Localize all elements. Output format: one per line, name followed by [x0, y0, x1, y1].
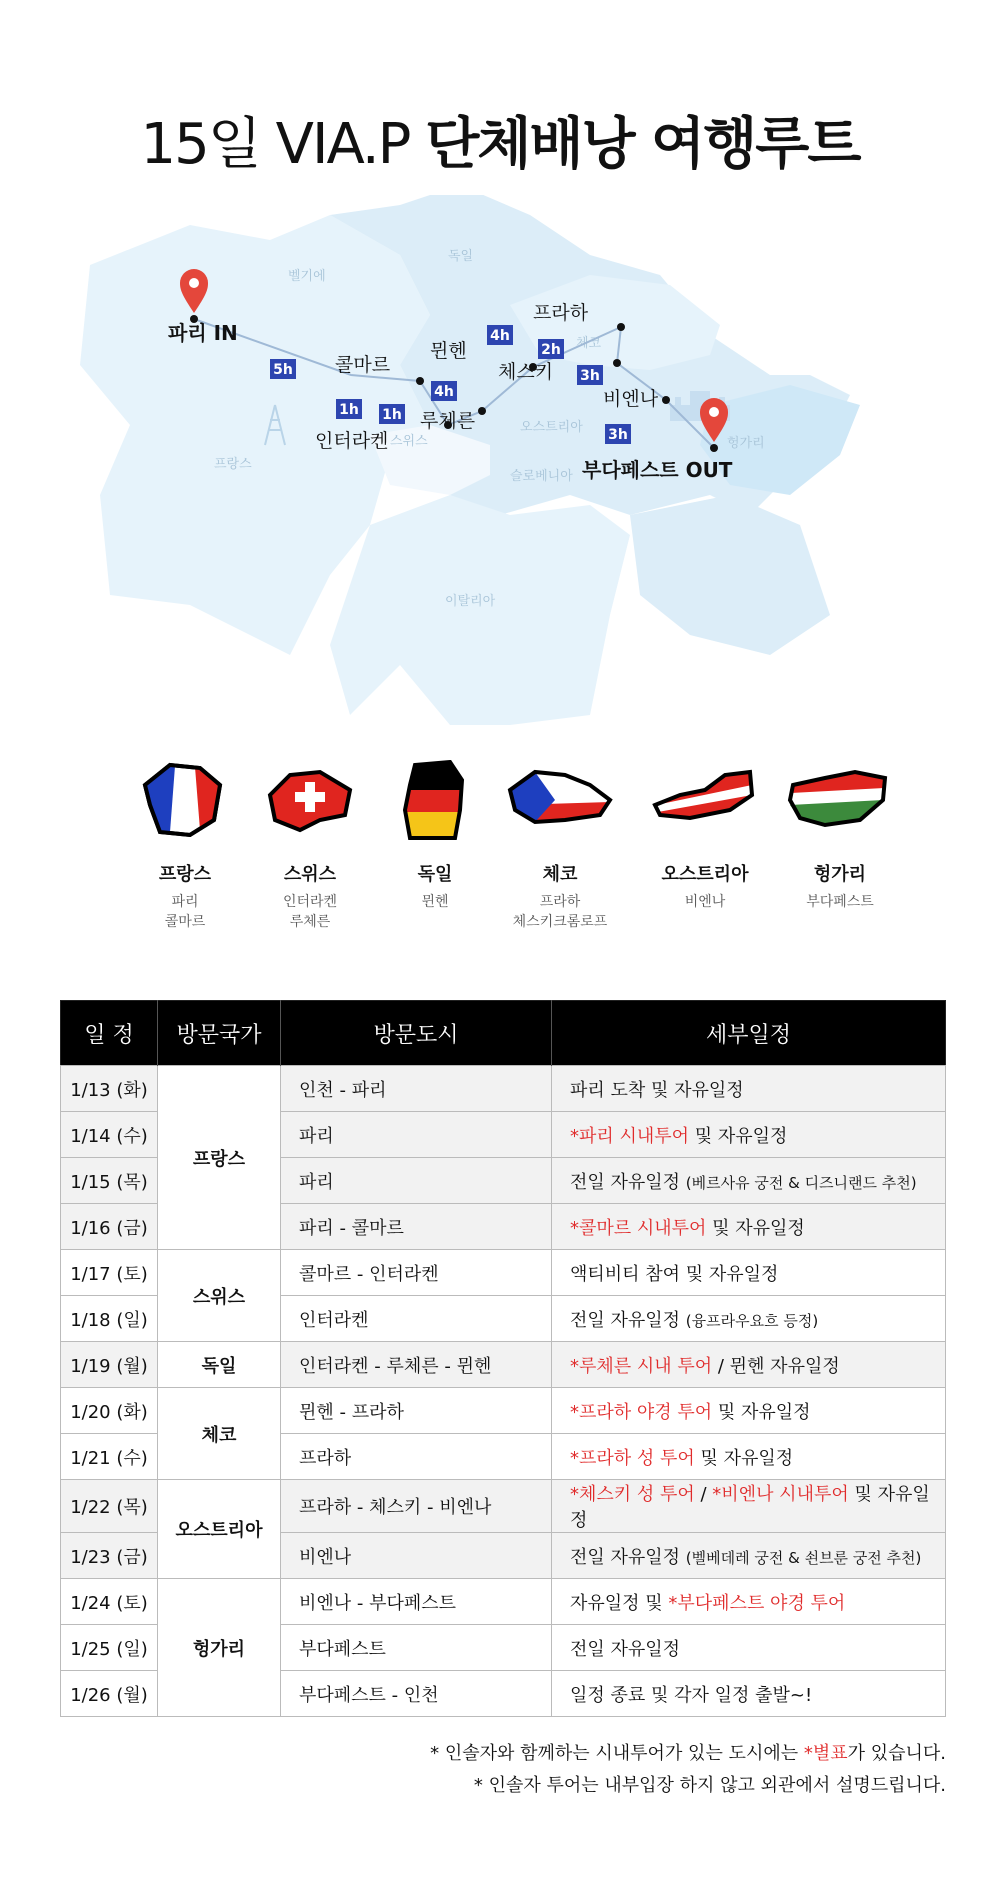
map-country-italy: 이탈리아: [445, 594, 496, 609]
svg-text:3h: 3h: [608, 427, 628, 443]
city-label-budapest: 부다페스트 OUT: [582, 458, 733, 482]
schedule-detail: [552, 1671, 946, 1717]
city-label-vienna: 비엔나: [603, 388, 659, 410]
detail-post: 전일 자유일정: [570, 1171, 686, 1193]
schedule-detail: [552, 1066, 946, 1112]
schedule-cities: 파리: [281, 1158, 552, 1204]
duration-badge-munich-prague: [487, 325, 513, 345]
schedule-date: 1/26 (월): [61, 1671, 158, 1717]
detail-hl2: *비엔나 시내투어: [712, 1484, 849, 1505]
header-detail: 세부일정: [552, 1001, 946, 1066]
detail-pre: 자유일정 및: [570, 1592, 669, 1614]
detail-hl: *파리 시내투어: [570, 1125, 690, 1147]
land-balkan: [630, 495, 830, 655]
flag-card-czech: [485, 760, 635, 932]
schedule-country: 스위스: [158, 1250, 281, 1342]
svg-text:5h: 5h: [273, 362, 293, 378]
map-country-belgium: 벨기에: [288, 269, 326, 284]
duration-badge-prague-cesky: [538, 339, 564, 359]
flag-country-name: 독일: [417, 864, 453, 885]
header-country: 방문국가: [158, 1001, 281, 1066]
duration-badge-vienna-budapest: [605, 424, 631, 444]
map-country-slovenia: 슬로베니아: [510, 469, 573, 484]
title-light: 15일 VIA.P: [140, 112, 426, 177]
detail-post: 및 자유일정: [689, 1125, 788, 1147]
city-label-lucerne: 루체른: [420, 410, 476, 432]
city-label-prague: 프라하: [533, 302, 589, 324]
schedule-row: [61, 1250, 946, 1296]
hungary-flag-map-icon: [785, 760, 895, 840]
duration-badge-paris-colmar: [270, 359, 296, 379]
schedule-date: 1/17 (토): [61, 1250, 158, 1296]
schedule-date: 1/15 (목): [61, 1158, 158, 1204]
flag-card-hungary: [765, 760, 915, 912]
page-title: [0, 100, 1000, 180]
schedule-detail: [552, 1158, 946, 1204]
header-date: 일 정: [61, 1001, 158, 1066]
austria-flag-map-icon: [650, 760, 760, 840]
schedule-country: 프랑스: [158, 1066, 281, 1250]
detail-post: 및 자유일정: [694, 1447, 794, 1469]
flag-country-cities: 파리 콜마르: [164, 894, 206, 930]
schedule-detail: [552, 1480, 946, 1533]
flag-country-cities: 비엔나: [684, 894, 726, 910]
detail-mid: /: [694, 1484, 713, 1505]
schedule-date: 1/24 (토): [61, 1579, 158, 1625]
duration-badge-lucerne-munich: [431, 381, 457, 401]
detail-post: 및 자유일정: [712, 1401, 811, 1423]
city-label-paris: 파리 IN: [168, 321, 238, 345]
city-label-interlaken: 인터라켄: [315, 430, 389, 452]
detail-small: (융프라우요흐 등정): [685, 1311, 819, 1330]
schedule-row: [61, 1480, 946, 1533]
schedule-header-row: [61, 1001, 946, 1066]
duration-badge-colmar-interlaken: [336, 399, 362, 419]
schedule-date: 1/13 (화): [61, 1066, 158, 1112]
detail-small: (베르사유 궁전 & 디즈니랜드 추천): [685, 1173, 917, 1192]
germany-flag-map-icon: [390, 760, 480, 840]
schedule-cities: 비엔나 - 부다페스트: [281, 1579, 552, 1625]
detail-post: 일정 종료 및 각자 일정 출발~!: [570, 1684, 813, 1706]
schedule-cities: 부다페스트 - 인천: [281, 1671, 552, 1717]
flag-country-name: 체코: [542, 864, 578, 885]
detail-post: 전일 자유일정: [570, 1309, 686, 1331]
detail-hl: *콜마르 시내투어: [570, 1217, 707, 1239]
schedule-detail: [552, 1112, 946, 1158]
schedule-cities: 인천 - 파리: [281, 1066, 552, 1112]
land-south: [330, 495, 630, 725]
city-label-colmar: 콜마르: [335, 354, 391, 376]
schedule-cities: 프라하 - 체스키 - 비엔나: [281, 1480, 552, 1533]
flag-country-cities: 부다페스트: [806, 894, 874, 910]
schedule-cities: 인터라켄 - 루체른 - 뮌헨: [281, 1342, 552, 1388]
footnote-2: * 인솔자 투어는 내부입장 하지 않고 외관에서 설명드립니다.: [473, 1775, 946, 1796]
schedule-country: 헝가리: [158, 1579, 281, 1717]
svg-text:1h: 1h: [382, 407, 402, 423]
flag-country-name: 프랑스: [158, 864, 212, 885]
flag-country-cities: 인터라켄 루체른: [282, 894, 338, 930]
schedule-country: 오스트리아: [158, 1480, 281, 1579]
swiss-flag-map-icon: [265, 760, 355, 840]
detail-post: 전일 자유일정: [570, 1546, 686, 1568]
svg-text:4h: 4h: [434, 384, 454, 400]
detail-post: 액티비티 참여 및 자유일정: [570, 1263, 779, 1285]
detail-hl: *루체른 시내 투어: [570, 1355, 713, 1377]
schedule-date: 1/22 (목): [61, 1480, 158, 1533]
schedule-date: 1/19 (월): [61, 1342, 158, 1388]
schedule-detail: [552, 1388, 946, 1434]
schedule-cities: 비엔나: [281, 1533, 552, 1579]
schedule-row: [61, 1388, 946, 1434]
schedule-row: [61, 1579, 946, 1625]
map-country-france: 프랑스: [214, 457, 252, 472]
map-country-czech: 체코: [576, 336, 602, 351]
detail-hl: *프라하 야경 투어: [570, 1401, 713, 1423]
schedule-detail: [552, 1204, 946, 1250]
footnote-1: * 인솔자와 함께하는 시내투어가 있는 도시에는 *별표가 있습니다.: [430, 1743, 946, 1764]
schedule-cities: 뮌헨 - 프라하: [281, 1388, 552, 1434]
schedule-date: 1/18 (일): [61, 1296, 158, 1342]
detail-hl: *체스키 성 투어: [570, 1484, 695, 1505]
flag-country-cities: 프라하 체스키크롬로프: [512, 894, 608, 930]
map-country-swiss: 스위스: [390, 434, 428, 449]
schedule-country: 독일: [158, 1342, 281, 1388]
czech-flag-map-icon: [505, 760, 615, 840]
schedule-body: [61, 1066, 946, 1717]
detail-post: / 뮌헨 자유일정: [712, 1355, 840, 1377]
schedule-row: [61, 1066, 946, 1112]
map-country-germany: 독일: [448, 249, 474, 264]
duration-badge-cesky-vienna: [577, 365, 603, 385]
header-cities: 방문도시: [281, 1001, 552, 1066]
duration-badge-interlaken-lucerne: [379, 404, 405, 424]
flag-card-austria: [630, 760, 780, 912]
schedule-detail: [552, 1296, 946, 1342]
detail-post: 및 자유일정: [570, 1484, 930, 1531]
country-flags: [110, 760, 910, 940]
schedule-date: 1/21 (수): [61, 1434, 158, 1480]
schedule-detail: [552, 1250, 946, 1296]
schedule-detail: [552, 1579, 946, 1625]
detail-hl: *부다페스트 야경 투어: [668, 1592, 846, 1614]
schedule-cities: 인터라켄: [281, 1296, 552, 1342]
schedule-date: 1/23 (금): [61, 1533, 158, 1579]
svg-text:2h: 2h: [541, 342, 561, 358]
map-country-hungary: 헝가리: [727, 436, 765, 451]
svg-text:1h: 1h: [339, 402, 359, 418]
flag-country-name: 헝가리: [813, 864, 867, 885]
schedule-date: 1/25 (일): [61, 1625, 158, 1671]
route-map: [70, 195, 940, 725]
schedule-date: 1/14 (수): [61, 1112, 158, 1158]
schedule-cities: 프라하: [281, 1434, 552, 1480]
map-country-austria: 오스트리아: [520, 420, 583, 435]
title-bold: 단체배낭 여행루트: [425, 112, 860, 177]
france-flag-map-icon: [140, 760, 230, 840]
city-label-cesky: 체스키: [498, 361, 554, 383]
detail-hl: *프라하 성 투어: [570, 1447, 695, 1469]
svg-text:3h: 3h: [580, 368, 600, 384]
detail-post: 파리 도착 및 자유일정: [570, 1079, 744, 1101]
footnotes: [430, 1738, 946, 1802]
schedule-cities: 부다페스트: [281, 1625, 552, 1671]
flag-country-name: 스위스: [283, 864, 337, 885]
schedule-cities: 콜마르 - 인터라켄: [281, 1250, 552, 1296]
city-label-munich: 뮌헨: [430, 340, 467, 362]
flag-country-name: 오스트리아: [661, 864, 749, 885]
schedule-cities: 파리 - 콜마르: [281, 1204, 552, 1250]
schedule-date: 1/16 (금): [61, 1204, 158, 1250]
schedule-date: 1/20 (화): [61, 1388, 158, 1434]
schedule-detail: [552, 1533, 946, 1579]
schedule-row: [61, 1342, 946, 1388]
detail-post: 및 자유일정: [706, 1217, 805, 1239]
schedule-table: [60, 1000, 946, 1717]
schedule-country: 체코: [158, 1388, 281, 1480]
flag-country-cities: 뮌헨: [421, 894, 449, 910]
svg-text:4h: 4h: [490, 328, 510, 344]
schedule-cities: 파리: [281, 1112, 552, 1158]
detail-small: (벨베데레 궁전 & 쇤브룬 궁전 추천): [685, 1548, 922, 1567]
schedule-detail: [552, 1625, 946, 1671]
detail-post: 전일 자유일정: [570, 1638, 681, 1660]
schedule-detail: [552, 1342, 946, 1388]
schedule-detail: [552, 1434, 946, 1480]
